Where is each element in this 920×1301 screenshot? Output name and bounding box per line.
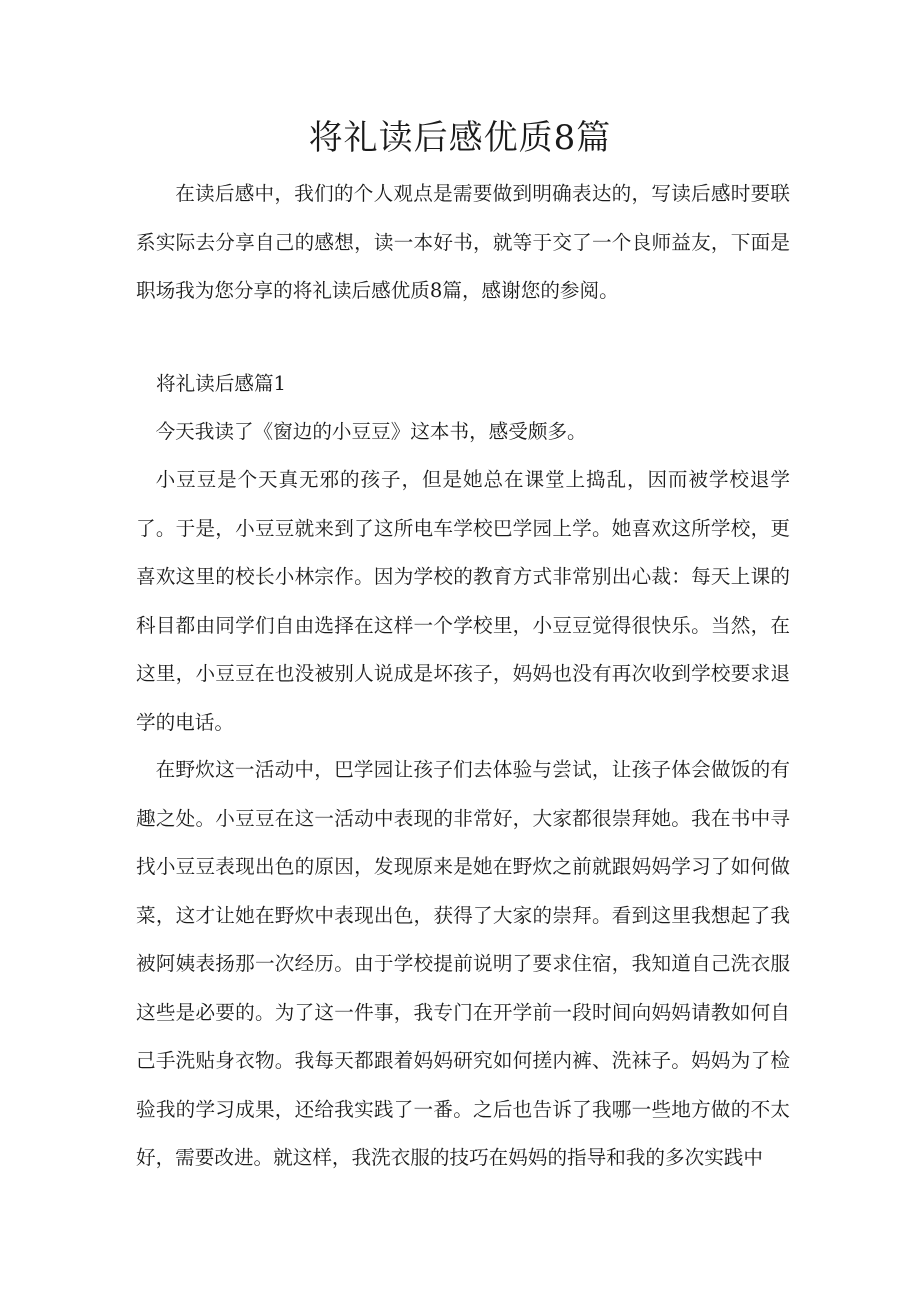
paragraph-1: 今天我读了《窗边的小豆豆》这本书，感受颇多。 <box>155 420 587 443</box>
paragraph-2: 小豆豆是个天真无邪的孩子，但是她总在课堂上捣乱，因而被学校退学了。于是，小豆豆就来到了这所电车学校巴学园上学。她喜欢这所学校，更喜欢这里的校长小林宗作。因为学校的教育方式非常别出心裁：每天上课的科目都由同学们自由选择在这样一个学校里，小豆豆觉得很快乐。当然，在这里，小豆豆在也没被别人说成是坏孩子，妈妈也没有再次收到学校要求退学的电话。 <box>136 468 790 734</box>
section-heading: 将礼读后感篇1 <box>156 372 287 395</box>
paragraph-3: 在野炊这一活动中，巴学园让孩子们去体验与尝试，让孩子体会做饭的有趣之处。小豆豆在这一活动中表现的非常好，大家都很崇拜她。我在书中寻找小豆豆表现出色的原因，发现原来是她在野炊之前就跟妈妈学习了如何做菜，这才让她在野炊中表现出色，获得了大家的崇拜。看到这里我想起了我被阿姨表扬那一次经历。由于学校提前说明了要求住宿，我知道自己洗衣服这些是必要的。为了这一件事，我专门在开学前一段时间向妈妈请教如何自己手洗贴身衣物。我每天都跟着妈妈研究如何搓内裤、洗袜子。妈妈为了检验我的学习成果，还给我实践了一番。之后也告诉了我哪一些地方做的不太好，需要改进。就这样，我洗衣服的技巧在妈妈的指导和我的多次实践中 <box>136 758 790 1169</box>
intro-paragraph: 在读后感中，我们的个人观点是需要做到明确表达的，写读后感时要联系实际去分享自己的感想，读一本好书，就等于交了一个良师益友，下面是职场我为您分享的将礼读后感优质8篇，感谢您的参阅。 <box>136 182 790 302</box>
document-title: 将礼读后感优质8篇 <box>308 118 612 158</box>
